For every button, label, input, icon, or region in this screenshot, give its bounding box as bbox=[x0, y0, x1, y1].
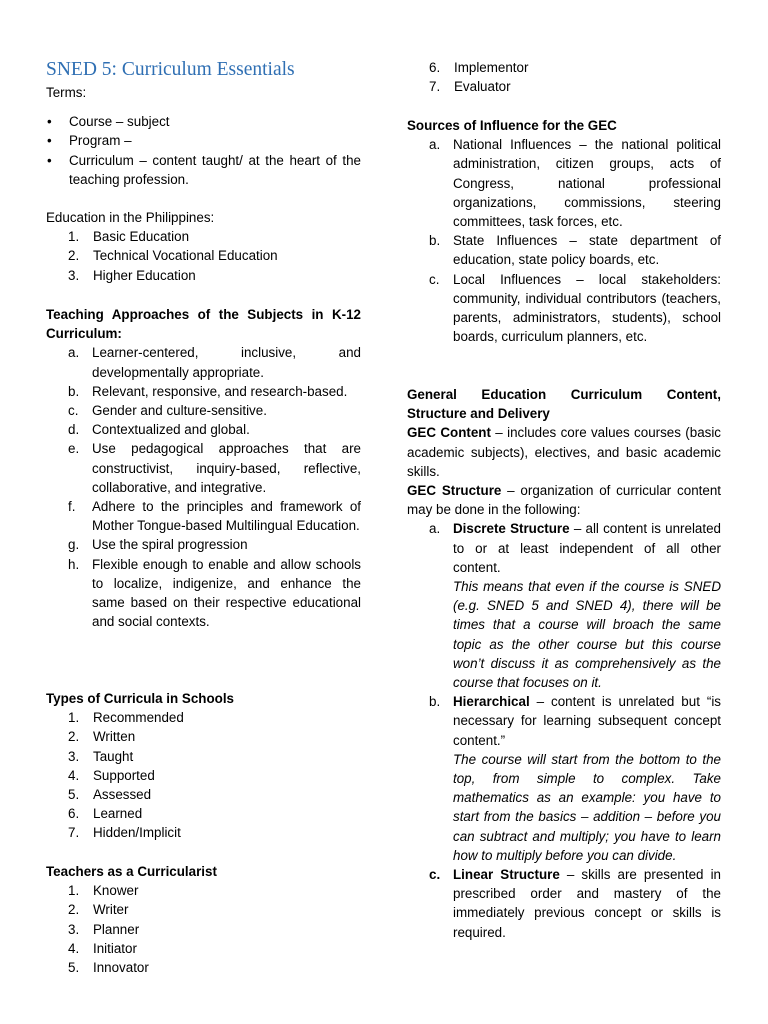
list-item: 5. Innovator bbox=[68, 960, 149, 976]
curricula-types-section bbox=[46, 689, 361, 843]
approaches-section bbox=[46, 305, 361, 631]
list-item: 6. Implementor bbox=[429, 60, 529, 75]
list-item: 3. Higher Education bbox=[68, 267, 196, 283]
list-item: 2. Writer bbox=[68, 902, 129, 918]
terms-section bbox=[46, 83, 361, 189]
structure-note: This means that even if the course is SNED (e.g. SNED 5 and SNED 4), there will be times that a course will broach the same topic as the other course but this course won’t discuss it as comprehensively as the course that focuses on it. bbox=[453, 579, 721, 691]
list-item: 3. Taught bbox=[68, 748, 134, 764]
curricularist-list-part2 bbox=[407, 58, 721, 96]
list-item: b. Relevant, responsive, and research-based. bbox=[68, 383, 348, 399]
gec-structures-list-b bbox=[407, 692, 721, 750]
list-item: 6. Learned bbox=[68, 806, 143, 822]
bullet-icon: • bbox=[47, 152, 52, 168]
list-item: c. Linear Structure – skills are presented in prescribed order and mastery of the immediately previous concept or skills is required. bbox=[429, 867, 721, 940]
list-item: 4. Initiator bbox=[68, 940, 137, 956]
list-item: 1. Knower bbox=[68, 883, 139, 899]
curricularist-list-part1 bbox=[46, 881, 361, 977]
list-item: • Program – bbox=[46, 131, 361, 150]
page-title: SNED 5: Curriculum Essentials bbox=[46, 59, 295, 80]
gec-structures-list bbox=[407, 519, 721, 577]
list-item: 3. Planner bbox=[68, 921, 140, 937]
sources-list bbox=[407, 135, 721, 346]
list-item: • Course – subject bbox=[46, 112, 361, 131]
list-item: 7. Hidden/Implicit bbox=[68, 825, 181, 841]
education-ph-section bbox=[46, 208, 361, 285]
list-item: h. Flexible enough to enable and allow schools to localize, indigenize, and enhance the same based on their respective educational and social contexts. bbox=[68, 556, 361, 630]
list-item: 5. Assessed bbox=[68, 787, 152, 803]
list-item: a. National Influences – the national political administration, citizen groups, acts of Congress, national professional organizations, commissions, steering committees, task forces, etc. bbox=[429, 137, 721, 230]
curricularist-section bbox=[46, 862, 361, 977]
section-heading: Sources of Influence for the GEC bbox=[407, 118, 617, 133]
list-item: a. Discrete Structure – all content is unrelated to or at least independent of all other content. bbox=[429, 521, 721, 575]
list-item: d. Contextualized and global. bbox=[68, 422, 250, 438]
list-item: b. State Influences – state department of education, state policy boards, etc. bbox=[429, 233, 721, 268]
list-item: g. Use the spiral progression bbox=[68, 537, 248, 553]
list-item: e. Use pedagogical approaches that are constructivist, inquiry-based, reflective, collaborative, and integrative. bbox=[68, 441, 361, 495]
list-item: c. Gender and culture-sensitive. bbox=[68, 403, 267, 419]
section-heading: Teachers as a Curricularist bbox=[46, 864, 217, 879]
list-item: 1. Basic Education bbox=[68, 229, 190, 245]
curricula-types-list bbox=[46, 708, 361, 842]
list-item: 4. Supported bbox=[68, 767, 155, 783]
section-heading: Teaching Approaches of the Subjects in K-12 Curriculum: bbox=[46, 307, 361, 342]
list-item: • Curriculum – content taught/ at the heart of the teaching profession. bbox=[47, 152, 361, 187]
list-item: f. Adhere to the principles and framework of Mother Tongue-based Multilingual Education. bbox=[68, 499, 361, 534]
section-heading: Types of Curricula in Schools bbox=[46, 691, 234, 706]
curricularist-section-cont bbox=[407, 58, 721, 96]
list-item: c. Local Influences – local stakeholders: community, individual contributors (teachers, parents, administrators, students), school boards, curriculum planners, etc. bbox=[429, 271, 721, 345]
gec-structure-paragraph: GEC Structure – organization of curricular content may be done in the following: bbox=[407, 483, 721, 518]
section-heading: General Education Curriculum Content, Structure and Delivery bbox=[407, 387, 721, 422]
list-item: b. Hierarchical – content is unrelated but “is necessary for learning subsequent concept content.” bbox=[429, 694, 721, 748]
section-heading: Education in the Philippines: bbox=[46, 210, 215, 225]
list-item: 7. Evaluator bbox=[429, 79, 511, 95]
sources-section bbox=[407, 116, 721, 346]
terms-label: Terms: bbox=[46, 85, 87, 100]
bullet-icon: • bbox=[47, 133, 52, 149]
structure-note: The course will start from the bottom to the top, from simple to complex. Take mathematics as an example: you have to start from the basics – addition – before you can subtract and multiply; you have to learn how to multiply before you can divide. bbox=[453, 751, 721, 863]
gec-structures-list-c bbox=[407, 865, 721, 942]
list-item: a. Learner-centered, inclusive, and developmentally appropriate. bbox=[68, 345, 361, 380]
gec-section bbox=[407, 385, 721, 942]
terms-list bbox=[46, 112, 361, 189]
approaches-list bbox=[46, 343, 361, 631]
education-ph-list bbox=[46, 227, 361, 285]
list-item: 2. Technical Vocational Education bbox=[68, 248, 278, 264]
bullet-icon: • bbox=[47, 114, 52, 130]
list-item: 2. Written bbox=[68, 729, 136, 745]
gec-content-paragraph: GEC Content – includes core values courses (basic academic subjects), electives, and basic academic skills. bbox=[407, 425, 722, 479]
list-item: 1. Recommended bbox=[68, 710, 184, 726]
